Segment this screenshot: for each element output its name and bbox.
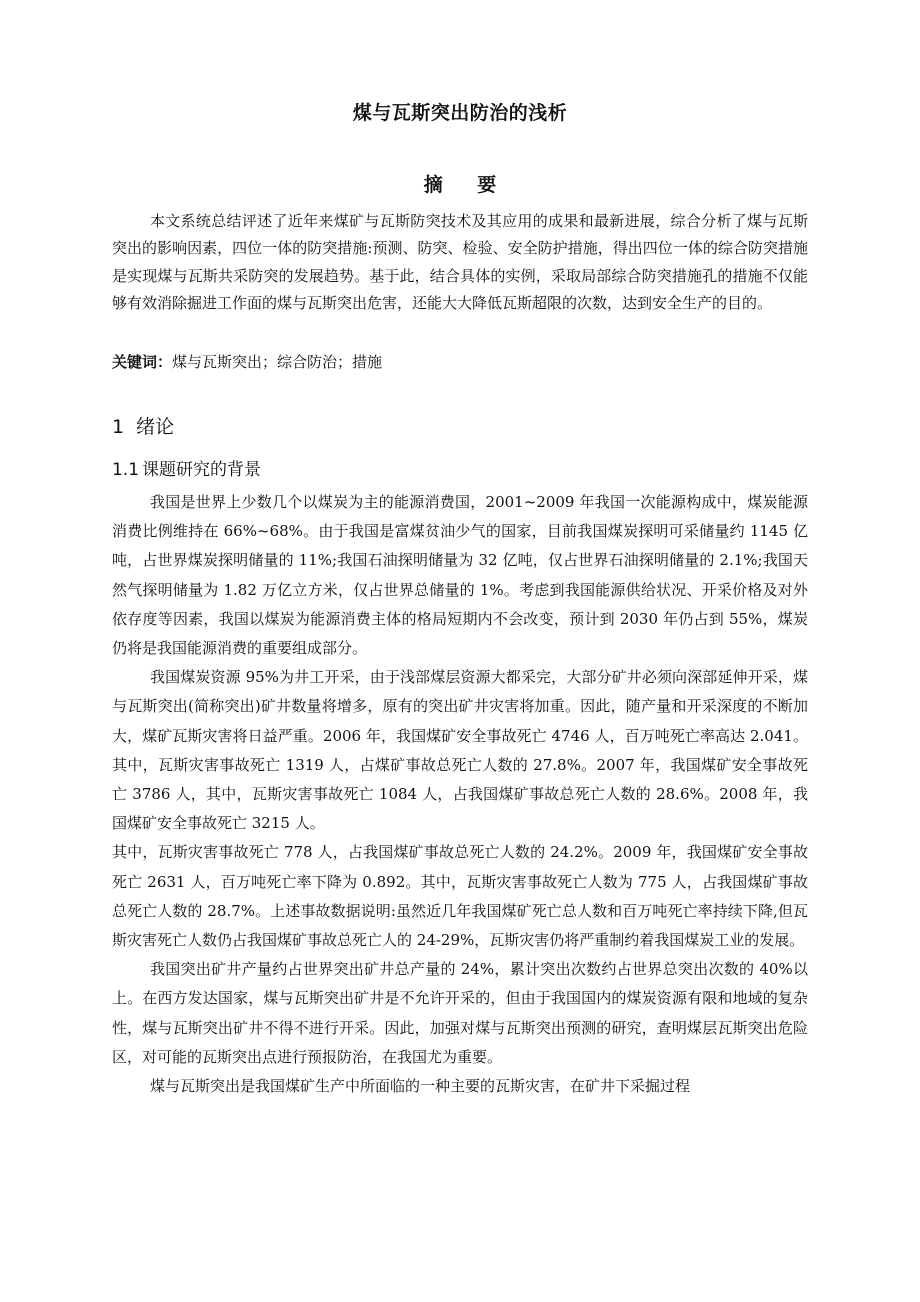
section-number: 1	[112, 416, 125, 438]
section-body	[112, 488, 808, 1101]
keywords-line	[112, 349, 808, 376]
subsection-title: 课题研究的背景	[142, 460, 262, 480]
subsection-number: 1.1	[112, 460, 140, 480]
body-paragraph: 我国煤炭资源 95%为井工开采，由于浅部煤层资源大都采完，大部分矿井必须向深部延伸开采，煤与瓦斯突出(简称突出)矿井数量将增多，原有的突出矿井灾害将加重。因此，随产量和开采深度的不断加大，煤矿瓦斯灾害将日益严重。2006 年，我国煤矿安全事故死亡 4746 人，百万吨死亡率高达 2.041。其中，瓦斯灾害事故死亡 1319 人，占煤矿事故总死亡人数的 27.8%。2007 年，我国煤矿安全事故死亡 3786 人，其中，瓦斯灾害事故死亡 1084 人，占我国煤矿事故总死亡人数的 28.6%。2008 年，我国煤矿安全事故死亡 3215 人。	[112, 668, 808, 833]
keywords-label: 关键词：	[112, 353, 173, 371]
body-paragraph: 我国突出矿井产量约占世界突出矿井总产量的 24%，累计突出次数约占世界总突出次数的 40%以上。在西方发达国家，煤与瓦斯突出矿井是不允许开采的，但由于我国国内的煤炭资源有限和地域的复杂性，煤与瓦斯突出矿井不得不进行开采。因此，加强对煤与瓦斯突出预测的研究，查明煤层瓦斯突出危险区，对可能的瓦斯突出点进行预报防治，在我国尤为重要。	[112, 960, 808, 1066]
keywords-text: 煤与瓦斯突出；综合防治；措施	[172, 353, 383, 371]
body-paragraph: 我国是世界上少数几个以煤炭为主的能源消费国，2001~2009 年我国一次能源构成中，煤炭能源消费比例维持在 66%~68%。由于我国是富煤贫油少气的国家，目前我国煤炭探明可采储量约 1145 亿吨，占世界煤炭探明储量的 11%;我国石油探明储量为 32 亿吨，仅占世界石油探明储量的 2.1%;我国天然气探明储量为 1.82 万亿立方米，仅占世界总储量的 1%。考虑到我国能源供给状况、开采价格及对外依存度等因素，我国以煤炭为能源消费主体的格局短期内不会改变，预计到 2030 年仍占到 55%，煤炭仍将是我国能源消费的重要组成部分。	[112, 493, 808, 658]
section-1-heading	[112, 412, 174, 439]
section-1-1-heading	[112, 455, 261, 480]
document-title: 煤与瓦斯突出防治的浅析	[352, 102, 568, 124]
body-paragraph: 其中，瓦斯灾害事故死亡 778 人，占我国煤矿事故总死亡人数的 24.2%。2009 年，我国煤矿安全事故死亡 2631 人，百万吨死亡率下降为 0.892。其中，瓦斯灾害事故死亡人数为 775 人，占我国煤矿事故总死亡人数的 28.7%。上述事故数据说明:虽然近几年我国煤矿死亡总人数和百万吨死亡率持续下降,但瓦斯灾害死亡人数仍占我国煤矿事故总死亡人的 24-29%，瓦斯灾害仍将严重制约着我国煤炭工业的发展。	[112, 843, 808, 950]
abstract-text: 本文系统总结评述了近年来煤矿与瓦斯防突技术及其应用的成果和最新进展，综合分析了煤与瓦斯突出的影响因素，四位一体的防突措施:预测、防突、检验、安全防护措施，得出四位一体的综合防突措施是实现煤与瓦斯共采防突的发展趋势。基于此，结合具体的实例，采取局部综合防突措施孔的措施不仅能够有效消除掘进工作面的煤与瓦斯突出危害，还能大大降低瓦斯超限的次数，达到安全生产的目的。	[112, 212, 808, 313]
section-title: 绪论	[136, 416, 175, 438]
body-paragraph: 煤与瓦斯突出是我国煤矿生产中所面临的一种主要的瓦斯灾害，在矿井下采掘过程	[150, 1077, 691, 1096]
abstract-heading: 摘 要	[423, 174, 511, 196]
